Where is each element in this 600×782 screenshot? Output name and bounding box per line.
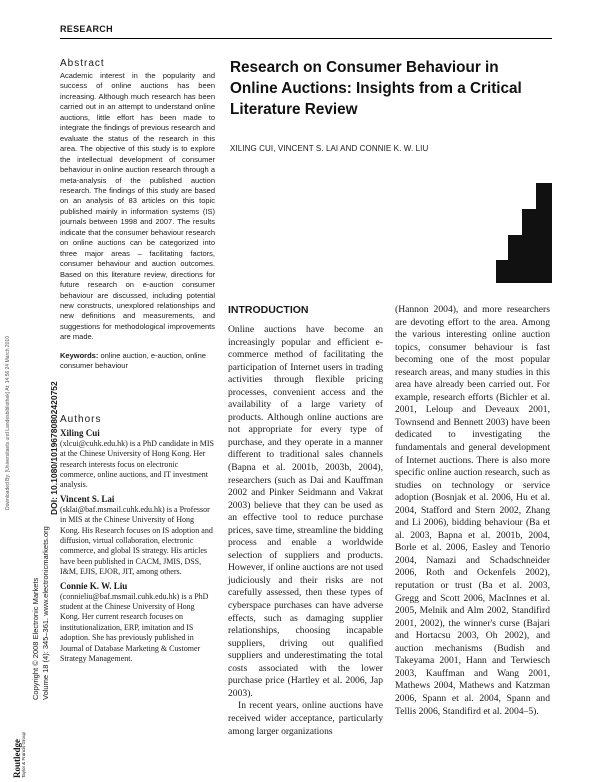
abstract-heading: Abstract bbox=[60, 58, 105, 69]
copyright-line: Copyright © 2008 Electronic Markets bbox=[31, 577, 40, 700]
staircase-graphic bbox=[496, 183, 552, 283]
author-name: Xiling Cui bbox=[60, 427, 100, 438]
body-column-left bbox=[228, 324, 383, 738]
keywords-value: online auction, e-auction, online consumer behaviour bbox=[60, 350, 206, 371]
body-paragraph: In recent years, online auctions have received wider acceptance, particularly among larger organizations bbox=[228, 700, 383, 737]
author-bio: (xlcui@cuhk.edu.hk) is a PhD candidate in MIS at the Chinese University of Hong Kong. Her research interests focus on electronic commerce, online auctions, and IT investment analysis. bbox=[60, 438, 215, 490]
author-bio: (connieliu@baf.msmail.cuhk.edu.hk) is a PhD student at the Chinese University of Hong Kong. Her current research focuses on institutionalization, ERP, imitation and IS adoption. She has previously published in Journal of Database Marketing & Customer Strategy Management. bbox=[60, 591, 209, 663]
margin-strip bbox=[0, 0, 60, 782]
author-entry bbox=[60, 580, 215, 665]
volume-line: Volume 18 (4): 345–361. www.electronicmarkets.org bbox=[41, 526, 50, 700]
body-paragraph: (Hannon 2004), and more researchers are devoting effort to the area. Among the various interesting online auction topics, consumer behaviour is fast becoming one of the most popular research areas, and many studies in this area have already been carried out. For example, research efforts (Bichler et al. 2001, Leloup and Deveaux 2001, Townsend and Bennett 2003) have been dedicated to investigating the fundamentals and general development of Internet auctions. There is also more specific online auction research, such as studies on technology or service adoption (Bosnjak et al. 2006, Hu et al. 2004, Stafford and Stern 2002, Zhang and Li 2006), bidding behaviour (Ba et al. 2003, Bapna et al. 2001b, 2004, Borle et al. 2006, Easley and Tenorio 2004, Namazi and Schadschneider 2006, Roth and Ockenfels 2002), reputation or trust (Ba et al. 2003, Gregg and Scott 2006, MacInnes et al. 2005, Melnik and Alm 2002, Standifird 2001, 2002), the winner's curse (Bajari and Hortacsu 2003, Oh 2002), and auction mechanisms (Budish and Takeyama 2001, Hann and Terwiesch 2003, Kauffman and Wang 2001, Mathews 2004, Mathews and Katzman 2006, Spann et al. 2004, Spann and Tellis 2006, Standifird et al. 2004–5). bbox=[395, 304, 550, 717]
keywords-label: Keywords: bbox=[60, 350, 99, 360]
paper-title: Research on Consumer Behaviour in Online Auctions: Insights from a Critical Literature Review bbox=[230, 59, 522, 118]
abstract-text: Academic interest in the popularity and success of online auctions has been increasing. Although much research has been carried out in an attempt to understand online auctions, little effort has been made to integrate the findings of previous research and evaluate the status of the research in this area. The objective of this study is to explore the intellectual development of consumer behaviour in online auction research through a meta-analysis of the published auction research. The findings of this study are based on an analysis of 83 articles on this topic published mainly in information systems (IS) journals between 1998 and 2007. The results indicate that the consumer behaviour research on online auctions can be categorized into three major areas – facilitating factors, consumer behaviour and auction outcomes. Based on this literature review, directions for future research on e-auction consumer behaviour are discussed, including potential new constructs, unexplored relationships and new definitions and measurements, and suggestions for methodological improvements are made. bbox=[60, 71, 215, 342]
author-name: Vincent S. Lai bbox=[60, 493, 115, 504]
left-sidebar bbox=[60, 58, 215, 664]
body-column-right bbox=[395, 304, 550, 718]
running-head: RESEARCH bbox=[60, 24, 113, 34]
publisher-subtitle: Taylor & Francis Group bbox=[21, 731, 26, 778]
authors-heading: Authors bbox=[60, 413, 102, 425]
section-heading-introduction: INTRODUCTION bbox=[228, 304, 309, 316]
author-bio: (sklai@baf.msmail.cuhk.edu.hk) is a Professor in MIS at the Chinese University of Hong Kong. His Research focuses on IS adoption and diffusion, virtual collaboration, electronic commerce, and global IS strategy. His articles have been published in CACM, JMIS, DSS, I&M, EJIS, EJOR, JIT, among others. bbox=[60, 504, 213, 577]
author-entry bbox=[60, 493, 215, 578]
author-name: Connie K. W. Liu bbox=[60, 580, 128, 591]
body-paragraph: Online auctions have become an increasingly popular and efficient e-commerce method of facilitating the participation of Internet users in trading activities through flexible pricing processes, convenient access and the availability of a large variety of products. Although online auctions are not appropriate for every type of purchase, and they operate in a manner different to traditional sales channels (Bapna et al. 2001b, 2003b, 2004), researchers (such as Dai and Kauffman 2002 and Pinker Seidmann and Vakrat 2003) believe that they can be used as an effective tool to reduce purchase prices, save time, streamline the bidding process and enable a worldwide selection of suppliers and products. However, if online auctions are not used judiciously and their risks are not carefully assessed, then these types of cyberspace purchases can have adverse effects, such as damaging supplier relationships, choosing incapable suppliers, driving out qualified suppliers and underestimating the total costs associated with the lower purchase price (Hartley et al. 2006, Jap 2003). bbox=[228, 324, 383, 699]
keywords bbox=[60, 351, 215, 372]
header-rule bbox=[60, 38, 552, 39]
download-note: Downloaded By: [Universitaets und Landesbibliothek] At: 14:56 24 March 2010 bbox=[5, 336, 11, 510]
author-entry bbox=[60, 427, 215, 491]
paper-byline: XILING CUI, VINCENT S. LAI AND CONNIE K. W. LIU bbox=[230, 144, 429, 153]
doi: DOI: 10.1080/10196780802420752 bbox=[49, 381, 59, 515]
publisher-logo: Routledge bbox=[12, 739, 22, 778]
